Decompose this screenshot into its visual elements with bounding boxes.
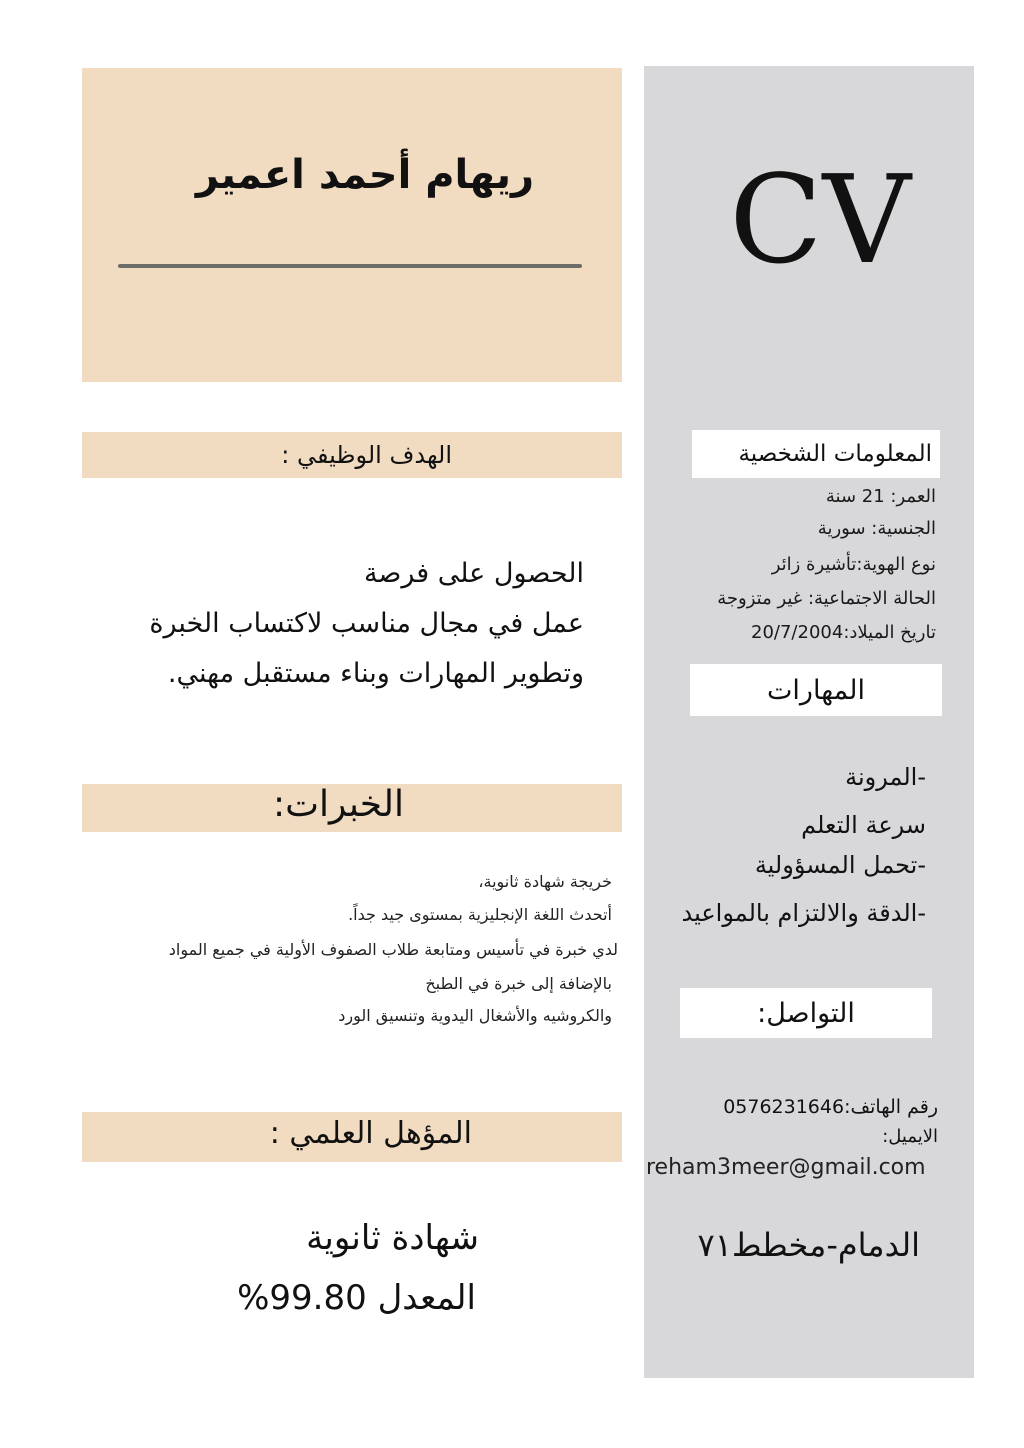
skill-item: -المرونة [845,763,926,791]
experience-line: لدي خبرة في تأسيس ومتابعة طلاب الصفوف الأولية في جميع المواد [168,940,618,959]
education-certificate: شهادة ثانوية [306,1218,479,1258]
skill-item: -الدقة والالتزام بالمواعيد [681,899,926,927]
education-gpa: المعدل 99.80% [237,1278,476,1318]
personal-birth-date: تاريخ الميلاد:20/7/2004 [751,622,936,643]
contact-email-label: الايميل: [882,1126,938,1147]
skill-item: -تحمل المسؤولية [754,851,926,879]
personal-id-type: نوع الهوية:تأشيرة زائر [771,554,936,575]
experience-line: أتحدث اللغة الإنجليزية بمستوى جيد جداً. [348,905,612,924]
objective-line: الحصول على فرصة [363,558,584,589]
experience-line: والكروشيه والأشغال اليدوية وتنسيق الورد [338,1006,612,1025]
objective-line: وتطوير المهارات وبناء مستقبل مهني. [167,658,584,689]
personal-marital-status: الحالة الاجتماعية: غير متزوجة [717,588,936,609]
experience-heading: الخبرات: [273,784,404,825]
skills-heading: المهارات [690,664,942,716]
skill-item: سرعة التعلم [801,811,926,839]
name-divider [118,264,582,268]
contact-email: reham3meer@gmail.com [646,1155,926,1180]
contact-address: الدمام-مخطط٧١ [697,1226,920,1264]
cv-mark: CV [729,149,911,291]
personal-info-heading: المعلومات الشخصية [692,430,940,478]
education-heading: المؤهل العلمي : [269,1116,472,1151]
contact-heading: التواصل: [680,988,932,1038]
experience-line: خريجة شهادة ثانوية، [478,872,612,891]
name-block [82,68,622,382]
experience-line: بالإضافة إلى خبرة في الطبخ [425,974,612,993]
personal-age: العمر: 21 سنة [825,486,936,507]
contact-phone: رقم الهاتف:0576231646 [723,1096,938,1118]
objective-line: عمل في مجال مناسب لاكتساب الخبرة [149,608,584,639]
objective-heading: الهدف الوظيفي : [281,441,452,469]
personal-nationality: الجنسية: سورية [817,518,936,539]
applicant-name: ريهام أحمد اعمير [195,152,534,198]
